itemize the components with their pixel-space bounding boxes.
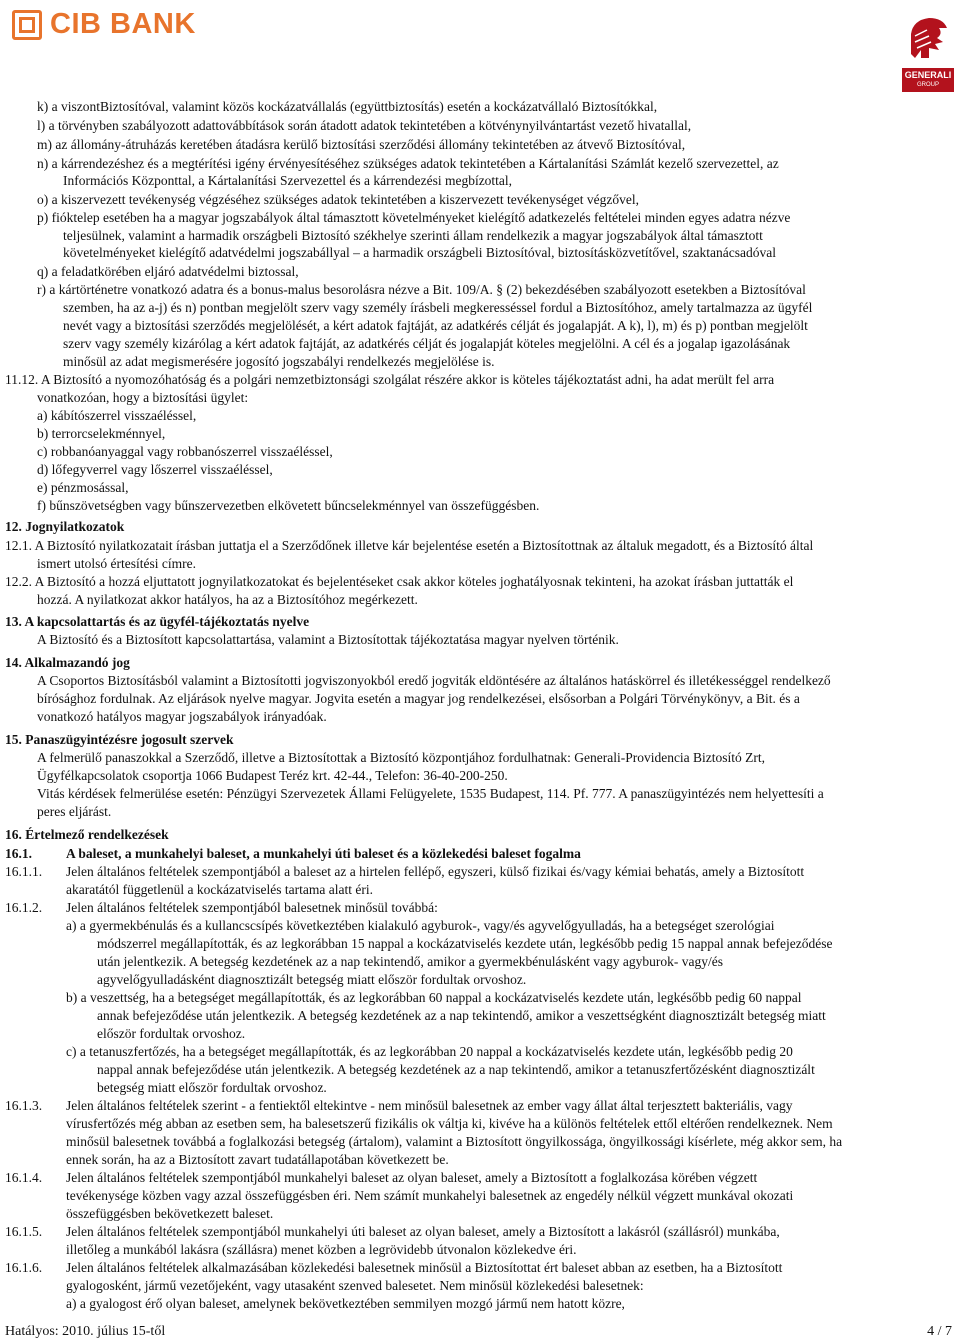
text-line: b) terrorcselekménnyel, — [37, 426, 166, 441]
text-line: nappal annak befejeződése után jelentkezik. A betegség kezdetének az a nap tekintendő, amikor a tetanuszfertőzésként diagnosztizált — [97, 1062, 815, 1077]
clause-number: 16.1.1. — [5, 864, 43, 879]
text-line: után jelentkezik. A betegség kezdetének az a nap tekintendő, amikor a gyermekbénulásként vagy agyburok- vagy/és — [97, 954, 724, 969]
clause-number: 16.1.2. — [5, 900, 43, 915]
section-heading: 16. Értelmező rendelkezések — [5, 827, 169, 842]
text-line: Jelen általános feltételek szempontjából a baleset az a hirtelen fellépő, egyszeri, külső fizikai és/vagy kémiai behatás, amely a Biztosított — [66, 864, 805, 879]
text-line: Ügyfélkapcsolatok csoportja 1066 Budapest Teréz krt. 42-44., Telefon: 36-40-200-250. — [37, 768, 508, 783]
text-line: Jelen általános feltételek szerint - a fentiektől eltekintve - nem minősül balesetnek az ember vagy állat által terjesztett bakteriális, vagy — [66, 1098, 793, 1113]
text-line: ismert utolsó értesítési címre. — [37, 556, 196, 571]
text-line: peres eljárást. — [37, 804, 112, 819]
subsection-number: 16.1. — [5, 846, 32, 861]
text-line: Vitás kérdések felmerülése esetén: Pénzügyi Szervezetek Állami Felügyelete, 1535 Budapest, 114. Pf. 777. A panaszügyintézés nem helyettesíti a — [37, 786, 824, 801]
text-line: 11.12. A Biztosító a nyomozóhatóság és a polgári nemzetbiztonsági szolgálat részére akkor is köteles tájékoztatást adni, ha adat merült fel arra — [5, 372, 775, 387]
text-line: e) pénzmosással, — [37, 480, 129, 495]
text-line: követelményeket kielégítő adatvédelmi jogszabállyal – a harmadik országbeli Biztosítóval, biztosításközvetítővel, szaktanácsadóval — [63, 245, 777, 260]
generali-logo — [902, 14, 954, 92]
text-line: betegség miatt először fordultak orvoshoz. — [97, 1080, 327, 1095]
text-line: A felmerülő panaszokkal a Szerződő, illetve a Biztosítottak a Biztosító központjához fordulhatnak: Generali-Providencia Biztosító Zrt, — [37, 750, 766, 765]
text-line: 12.1. A Biztosító nyilatkozatait írásban juttatja el a Szerződőnek illetve kár bejelentése esetén a Biztosítottnak az általuk megadott, és a Biztosító által — [5, 538, 814, 553]
text-line: f) bűnszövetségben vagy bűnszervezetben elkövetett bűncselekménnyel van összefüggésben. — [37, 498, 540, 513]
text-line: k) a viszontBiztosítóval, valamint közös kockázatvállalás (együttbiztosítás) esetén a kockázatvállaló Biztosítókkal, — [37, 99, 658, 114]
text-line: a) a gyermekbénulás és a kullancscsípés következtében kialakuló agyburok-, vagy/és agyvelőgyulladás, ha a betegséget szerológiai — [66, 918, 775, 933]
text-line: Információs Központtal, a Kártalanítási Szervezettel és a kárrendezési megbízottal, — [63, 173, 513, 188]
text-line: vonatkozóan, hogy a biztosítási ügylet: — [37, 390, 249, 405]
winged-lion-icon — [903, 14, 953, 62]
generali-logo-text: GENERALI — [904, 70, 952, 80]
text-line: tevékenysége közben vagy azzal összefüggésben éri. Nem számít munkahelyi balesetnek az engedély nélkül végzett munkával okozati — [66, 1188, 794, 1203]
text-line: m) az állomány-átruházás keretében átadásra kerülő biztosítási szerződési állomány tekintetében az átvevő Biztosítóval, — [37, 137, 686, 152]
text-line: nevét vagy a biztosítási szerződés megjelölését, a kért adatok fajtáját, az adatkérés célját és jogalapját. A k), l), m) és p) pontban megjelölt — [63, 318, 808, 333]
text-line: minősül balesetnek továbbá a foglalkozási betegség (ártalom), valamint a Biztosított öngyilkossága, öngyilkossági kísérlete, még akkor sem, ha — [66, 1134, 843, 1149]
text-line: r) a kártörténetre vonatkozó adatra és a bonus-malus besorolásra nézve a Bit. 109/A. § (2) bekezdésében szabályozott esetekben a Biztosítóval — [37, 282, 806, 297]
text-line: Jelen általános feltételek szempontjából munkahelyi baleset az olyan baleset, amely a Biztosított a foglalkozása körében végzett — [66, 1170, 758, 1185]
generali-logo-subtext: GROUP — [916, 82, 939, 88]
effective-date: Hatályos: 2010. július 15-től — [5, 1324, 166, 1339]
text-line: vírusfertőzés még abban az esetben sem, ha balesetszerű fizikális ok váltja ki, kivéve ha a különös feltételek ettől eltérően rendelkeznek. Nem — [66, 1116, 833, 1131]
text-line: A Csoportos Biztosításból valamint a Biztosítotti jogviszonyokból eredő jogviták eldöntésére az általános hatáskörrel és illetékességgel rendelkező — [37, 673, 831, 688]
text-line: vonatkozó hatályos magyar jogszabályok irányadóak. — [37, 709, 327, 724]
section-heading: 12. Jognyilatkozatok — [5, 519, 125, 534]
text-line: bírósághoz fordulnak. Az eljárások nyelve magyar. Jogvita esetén a magyar jog rendelkezései, elsősorban a Polgári Törvénykönyv, a Bit. és a — [37, 691, 800, 706]
text-line: Jelen általános feltételek alkalmazásában közlekedési balesetnek minősül a Biztosítottat ért baleset abban az esetben, ha a Biztosított — [66, 1260, 783, 1275]
text-line: p) fióktelep esetében ha a magyar jogszabályok által támasztott követelményeket kielégítő adatkezelés feltételei minden egyes adatra nézve — [37, 210, 791, 225]
section-heading: 13. A kapcsolattartás és az ügyfél-tájékoztatás nyelve — [5, 614, 310, 629]
text-line: hozzá. A nyilatkozat akkor hatályos, ha az a Biztosítóhoz megérkezett. — [37, 592, 418, 607]
subsection-heading: A baleset, a munkahelyi baleset, a munkahelyi úti baleset és a közlekedési baleset fogalma — [66, 846, 581, 861]
text-line: a) a gyalogost érő olyan baleset, amelynek bekövetkeztében semmilyen mozgó jármű nem hatott közre, — [66, 1296, 625, 1311]
text-line: b) a veszettség, ha a betegséget megállapították, és az legkorábban 60 nappal a kockázatviselés kezdete után, legkésőbb pedig 60 nappal — [66, 990, 802, 1005]
section-heading: 15. Panaszügyintézésre jogosult szervek — [5, 732, 234, 747]
text-line: q) a feladatkörében eljáró adatvédelmi biztossal, — [37, 264, 299, 279]
text-line: minősül az adat megismerésére jogosító jogszabályi rendelkezés megjelölése is. — [63, 354, 495, 369]
clause-number: 16.1.3. — [5, 1098, 43, 1113]
cib-bank-logo — [12, 8, 196, 41]
text-line: 12.2. A Biztosító a hozzá eljuttatott jognyilatkozatokat és bejelentéseket csak akkor köteles joghatályosnak tekinteni, ha azokat írásban juttatták el — [5, 574, 794, 589]
section-heading: 14. Alkalmazandó jog — [5, 655, 130, 670]
clause-number: 16.1.4. — [5, 1170, 43, 1185]
cib-logo-icon — [12, 10, 42, 40]
text-line: c) a tetanuszfertőzés, ha a betegséget megállapították, és az legkorábban 20 nappal a kockázatviselés kezdete után, legkésőbb pedig 20 — [66, 1044, 793, 1059]
text-line: szemben, ha az a-j) és n) pontban megjelölt szerv vagy személy írásbeli megkeresséssel fordul a Biztosítóhoz, amely tartalmazza az ügyfél — [63, 300, 813, 315]
text-line: szerv vagy személy kizárólag a kért adatok fajtáját, az adatkérés célját és jogalapját köteles megjelölni. A cél és a jogalap igazolásának — [63, 336, 791, 351]
text-line: illetőleg a munkából lakásra (szállásra) menet közben a legrövidebb útvonalon közlekedve éri. — [66, 1242, 577, 1257]
text-line: teljesülnek, valamint a harmadik országbeli Biztosító székhelye szerinti állam rendelkezik a magyar jogszabályok által támasztott — [63, 228, 763, 243]
text-line: Jelen általános feltételek szempontjából balesetnek minősül továbbá: — [66, 900, 438, 915]
clause-number: 16.1.6. — [5, 1260, 43, 1275]
cib-logo-text: CIB BANK — [50, 8, 196, 40]
text-line: o) a kiszervezett tevékenység végzéséhez szükséges adatok tekintetében a kiszervezett tevékenységet végzővel, — [37, 192, 639, 207]
text-line: gyalogosként, jármű vezetőjeként, vagy utasaként szenved balesetet. Nem minősül közlekedési balesetnek: — [66, 1278, 644, 1293]
generali-logo-box — [902, 68, 954, 92]
text-line: n) a kárrendezéshez és a megtérítési igény érvényesítéséhez szükséges adatok tekintetében a Kártalanítási Számlát kezelő szervezettel, az — [37, 156, 779, 171]
text-line: l) a törvényben szabályozott adattovábbítások során átadott adatok tekintetében a kötvénynyilvántartást vezető hivatallal, — [37, 118, 692, 133]
text-line: ennek során, ha az a Biztosított zavart tudatállapotában következett be. — [66, 1152, 449, 1167]
text-line: összefüggésben bekövetkezett baleset. — [66, 1206, 274, 1221]
text-line: akaratától függetlenül a kockázatviselés tartama alatt éri. — [66, 882, 373, 897]
text-line: először fordultak orvoshoz. — [97, 1026, 246, 1041]
text-line: módszerrel megállapították, és az legkorábban 15 nappal a kockázatviselés kezdete után, legkésőbb pedig 15 nappal annak befejeződése — [97, 936, 833, 951]
text-line: annak befejeződése után jelentkezik. A betegség kezdetének az a nap tekintendő, amikor a veszettségként diagnosztizált betegség miatt — [97, 1008, 826, 1023]
text-line: c) robbanóanyaggal vagy robbanószerrel visszaéléssel, — [37, 444, 333, 459]
text-line: A Biztosító és a Biztosított kapcsolattartása, valamint a Biztosítottak tájékoztatása magyar nyelven történik. — [37, 632, 619, 647]
text-line: a) kábítószerrel visszaéléssel, — [37, 408, 197, 423]
clause-number: 16.1.5. — [5, 1224, 43, 1239]
page-number: 4 / 7 — [927, 1324, 952, 1339]
text-line: Jelen általános feltételek szempontjából munkahelyi úti baleset az olyan baleset, amely a Biztosított a lakásról (szállásról) munkába, — [66, 1224, 780, 1239]
text-line: d) lőfegyverrel vagy lőszerrel visszaéléssel, — [37, 462, 273, 477]
text-line: agyvelőgyulladásként diagnosztizált betegség miatt először fordultak orvoshoz. — [97, 972, 527, 987]
